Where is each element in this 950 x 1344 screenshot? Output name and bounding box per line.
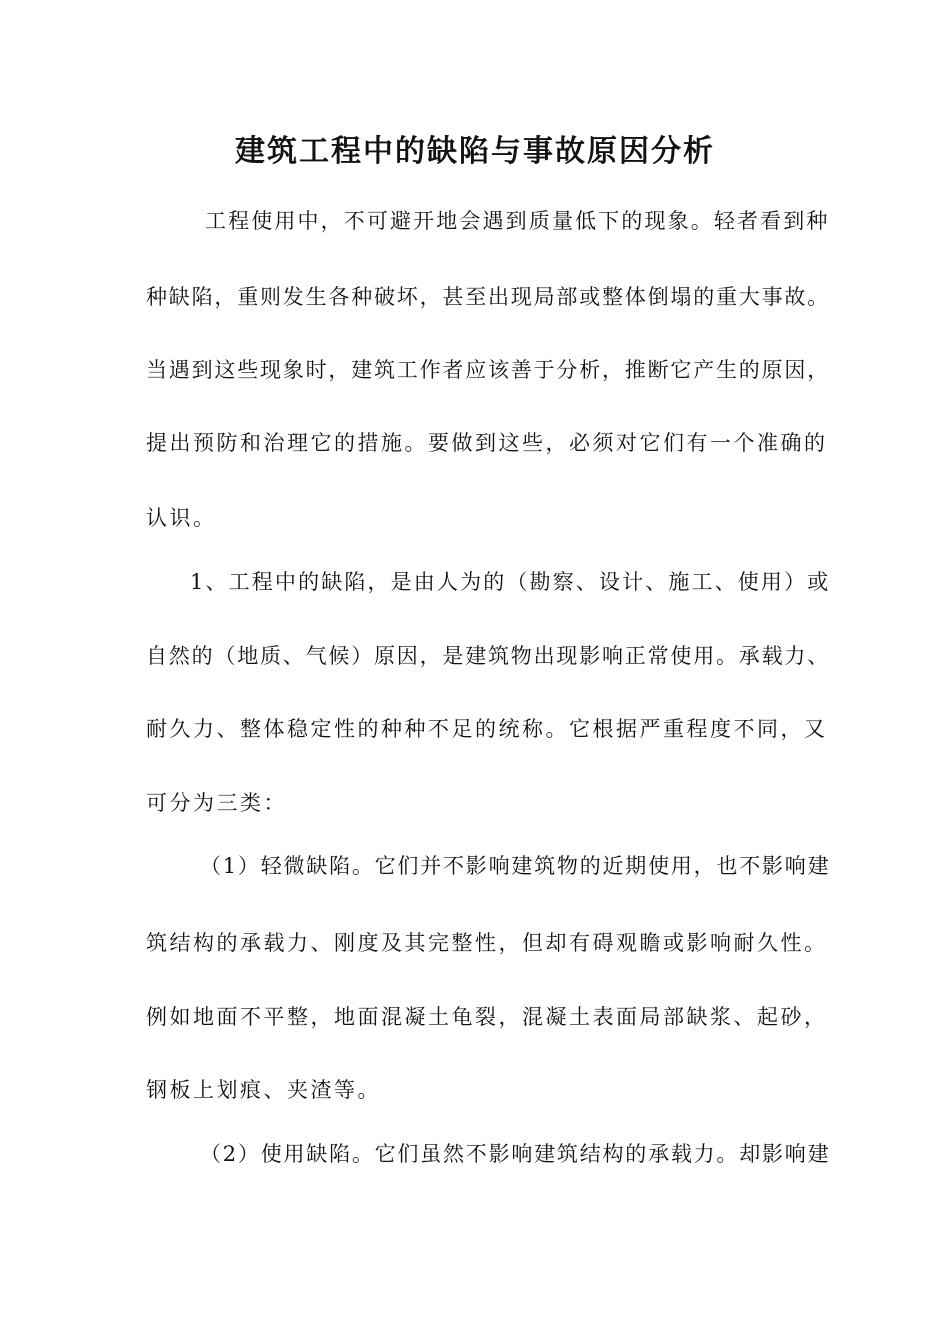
paragraph-line: 提出预防和治理它的措施。要做到这些，必须对它们有一个准确的 <box>146 431 828 455</box>
paragraph-line: 筑结构的承载力、刚度及其完整性，但却有碍观瞻或影响耐久性。 <box>146 931 828 955</box>
paragraph-line: （2）使用缺陷。它们虽然不影响建筑结构的承载力。却影响建 <box>200 1142 831 1166</box>
paragraph-line: 可分为三类： <box>146 791 287 815</box>
paragraph-line: 耐久力、整体稳定性的种种不足的统称。它根据严重程度不同，又 <box>146 717 828 741</box>
paragraph-line: 1、工程中的缺陷，是由人为的（勘察、设计、施工、使用）或 <box>190 570 831 594</box>
paragraph-line: 认识。 <box>146 506 217 530</box>
paragraph-line: （1）轻微缺陷。它们并不影响建筑物的近期使用，也不影响建 <box>200 854 831 878</box>
paragraph-line: 钢板上划痕、夹渣等。 <box>146 1078 381 1102</box>
document-title: 建筑工程中的缺陷与事故原因分析 <box>235 134 715 169</box>
paragraph-line: 工程使用中，不可避开地会遇到质量低下的现象。轻者看到种 <box>205 209 830 233</box>
paragraph-line: 种缺陷，重则发生各种破坏，甚至出现局部或整体倒塌的重大事故。 <box>146 285 830 309</box>
paragraph-line: 例如地面不平整，地面混凝土龟裂，混凝土表面局部缺浆、起砂， <box>146 1005 828 1029</box>
paragraph-line: 当遇到这些现象时，建筑工作者应该善于分析，推断它产生的原因， <box>146 358 830 382</box>
paragraph-line: 自然的（地质、气候）原因，是建筑物出现影响正常使用。承载力、 <box>146 644 830 668</box>
